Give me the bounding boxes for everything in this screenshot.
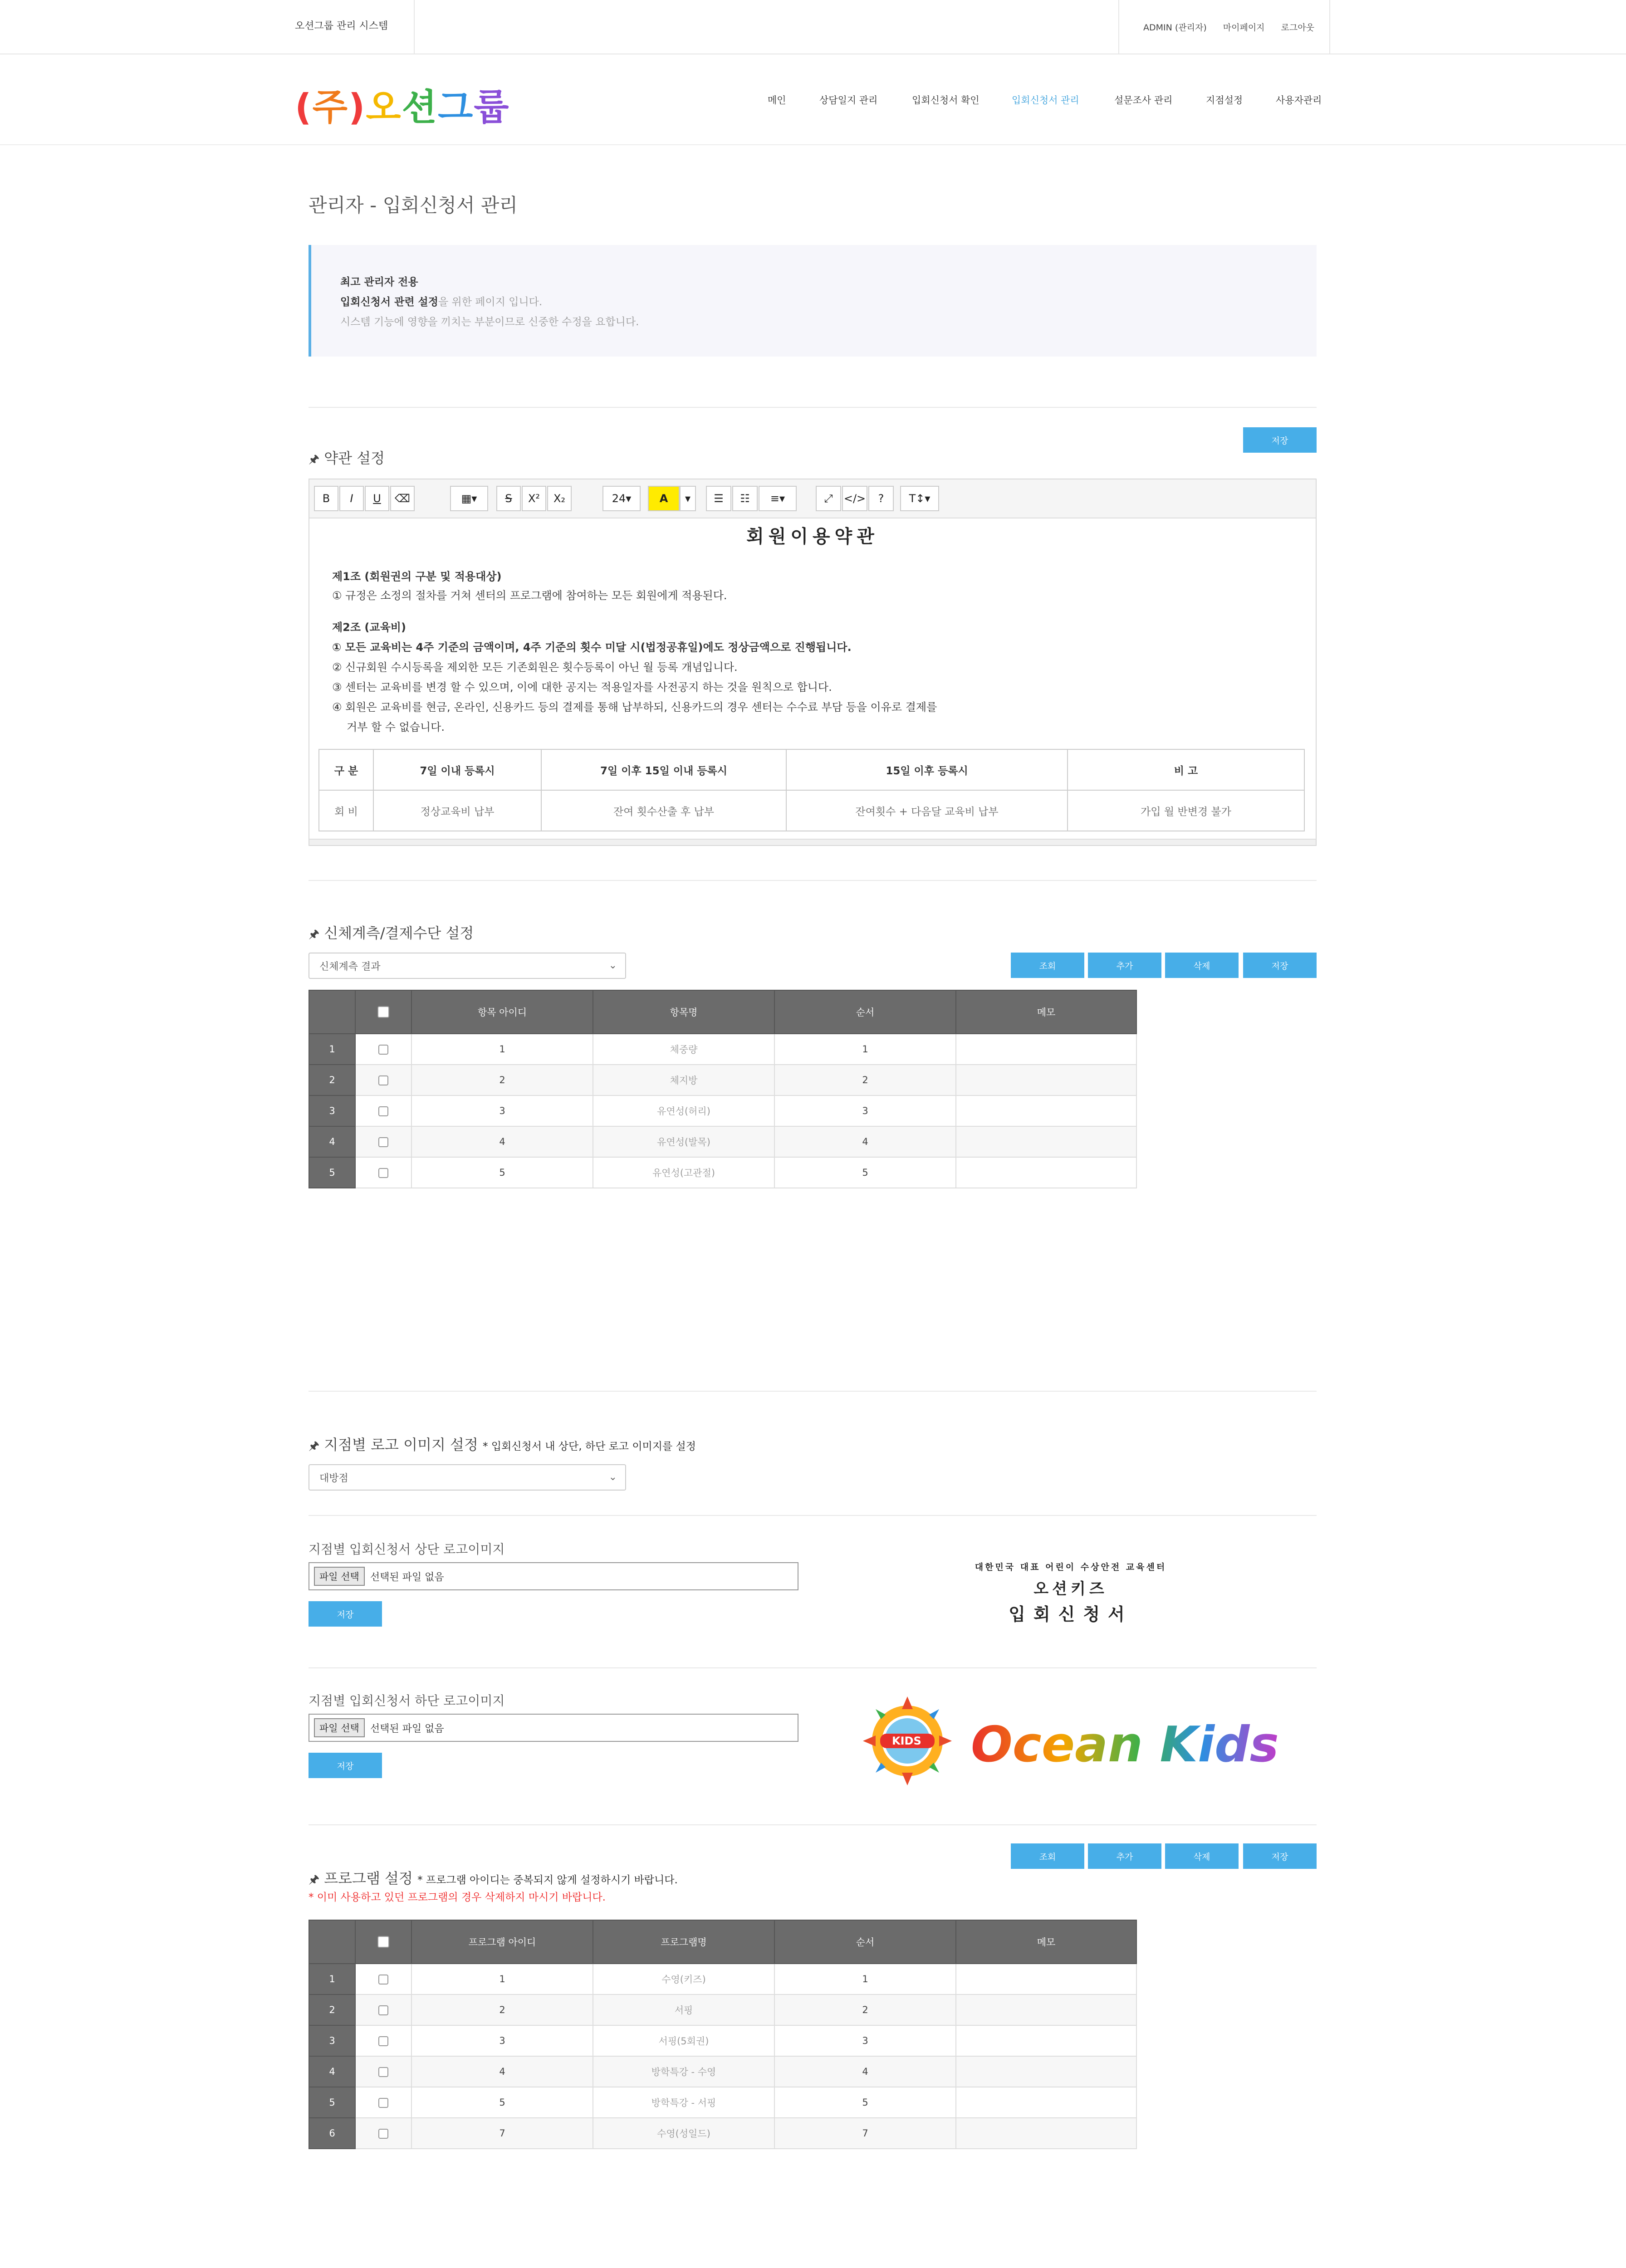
row-checkbox[interactable]: [355, 2056, 411, 2087]
divider: [1329, 0, 1330, 54]
table-cell: 3: [309, 2025, 355, 2056]
notice-box: [309, 245, 1317, 357]
terms-table-cell: 정상교육비 납부: [373, 790, 541, 831]
italic-button[interactable]: I: [339, 486, 364, 511]
table-cell: 2: [309, 1994, 355, 2025]
row-checkbox[interactable]: [355, 2025, 411, 2056]
table-cell: 유연성(허리): [593, 1095, 774, 1126]
terms-table-header: 15일 이후 등록시: [786, 749, 1068, 790]
save-button[interactable]: 저장: [1243, 953, 1317, 978]
add-button[interactable]: 추가: [1088, 953, 1161, 978]
column-header: 프로그램명: [593, 1920, 774, 1964]
row-checkbox[interactable]: [355, 1034, 411, 1065]
table-row: [309, 1964, 1136, 1994]
file-status: 선택된 파일 없음: [370, 1723, 444, 1735]
terms-line: ④ 회원은 교육비를 현금, 온라인, 신용카드 등의 결제를 통해 납부하되, 신용카드의 경우 센터는 수수료 부담 등을 이유로 결제를: [332, 701, 937, 714]
column-header: 항목명: [593, 990, 774, 1034]
terms-table-cell: 회 비: [319, 790, 373, 831]
table-cell: 5: [411, 2087, 593, 2118]
table-row: [309, 2025, 1136, 2056]
measure-select[interactable]: 신체계측 결과 ⌄: [309, 953, 626, 979]
terms-line: 제2조 (교육비): [332, 621, 406, 634]
table-cell: 4: [411, 2056, 593, 2087]
top-logo-preview: 대한민국 대표 어린이 수상안전 교육센터 오션키즈 입회신청서: [975, 1562, 1167, 1624]
terms-table-header: 구 분: [319, 749, 373, 790]
program-save-button[interactable]: 저장: [1243, 1843, 1317, 1869]
column-header: 항목 아이디: [411, 990, 593, 1034]
table-cell: 유연성(발목): [593, 1126, 774, 1157]
table-cell: 5: [774, 2087, 956, 2118]
table-cell: [956, 2087, 1136, 2118]
editor-resize-handle[interactable]: [309, 839, 1316, 845]
table-row: [309, 1034, 1136, 1065]
row-number-header: [309, 1920, 355, 1964]
table-row: [309, 1157, 1136, 1188]
table-cell: 방학특강 - 수영: [593, 2056, 774, 2087]
table-cell: 7: [411, 2118, 593, 2149]
nav-consult-log[interactable]: 상담일지 관리: [819, 95, 878, 106]
divider: [309, 1824, 1317, 1825]
terms-table: [318, 749, 1305, 831]
terms-line: ① 모든 교육비는 4주 기준의 금액이며, 4주 기준의 횟수 미달 시(법정공휴일)에도 정상금액으로 진행됩니다.: [332, 641, 852, 654]
table-cell: [956, 1065, 1136, 1095]
user-label: ADMIN (관리자): [1143, 23, 1207, 33]
program-search-button[interactable]: 조회: [1011, 1843, 1084, 1869]
table-row: [309, 1065, 1136, 1095]
table-cell: 1: [411, 1034, 593, 1065]
table-cell: 1: [309, 1964, 355, 1994]
row-checkbox[interactable]: [355, 1964, 411, 1994]
divider: [414, 0, 415, 54]
bottom-logo-save-button[interactable]: 저장: [309, 1753, 382, 1778]
table-cell: 6: [309, 2118, 355, 2149]
pin-icon: 🖈: [309, 928, 320, 941]
terms-table-header: 비 고: [1068, 749, 1304, 790]
numbered-list-icon[interactable]: ☷: [732, 486, 758, 511]
terms-table-cell: 가입 월 반변경 불가: [1068, 790, 1304, 831]
terms-section-title: 🖈 약관 설정: [309, 450, 385, 467]
pin-icon: 🖈: [309, 1873, 320, 1887]
logo-section-title: 🖈 지점별 로고 이미지 설정 * 입회신청서 내 상단, 하단 로고 이미지를 설정: [309, 1436, 696, 1453]
program-grid: [309, 1920, 1137, 2149]
table-row: [309, 2056, 1136, 2087]
bulleted-list-icon[interactable]: ☰: [706, 486, 731, 511]
row-checkbox[interactable]: [355, 1126, 411, 1157]
nav-branch-settings[interactable]: 지점설정: [1206, 95, 1243, 106]
table-cell: [956, 1034, 1136, 1065]
terms-table-cell: 잔여 횟수산출 후 납부: [541, 790, 786, 831]
top-bar: [0, 0, 1626, 54]
table-cell: 체중량: [593, 1034, 774, 1065]
table-cell: [956, 1095, 1136, 1126]
terms-save-button[interactable]: 저장: [1243, 427, 1317, 453]
payment-section-title: 🖈 신체계측/결제수단 설정: [309, 924, 474, 942]
row-checkbox[interactable]: [355, 2087, 411, 2118]
column-header: 순서: [774, 1920, 956, 1964]
column-header: 순서: [774, 990, 956, 1034]
table-cell: 1: [411, 1964, 593, 1994]
table-cell: 1: [309, 1034, 355, 1065]
top-logo-label: 지점별 입회신청서 상단 로고이미지: [309, 1542, 505, 1557]
table-cell: 2: [774, 1994, 956, 2025]
file-select-button[interactable]: 파일 선택: [314, 1718, 365, 1737]
program-section-title: 🖈 프로그램 설정 * 프로그램 아이디는 중복되지 않게 설정하시기 바랍니다.: [309, 1870, 678, 1887]
column-header: 메모: [956, 1920, 1136, 1964]
measure-grid: [309, 990, 1137, 1188]
terms-table-header: 7일 이후 15일 이내 등록시: [541, 749, 786, 790]
row-number-header: [309, 990, 355, 1034]
chevron-down-icon[interactable]: ▾: [680, 486, 696, 511]
terms-line: ② 신규회원 수시등록을 제외한 모든 기존회원은 횟수등록이 아닌 월 등록 개념입니다.: [332, 661, 738, 674]
table-cell: 4: [411, 1126, 593, 1157]
nav-application-check[interactable]: 입회신청서 확인: [912, 95, 980, 106]
pin-icon: 🖈: [309, 453, 320, 466]
nav-main[interactable]: 메인: [768, 95, 786, 106]
table-row: [309, 1095, 1136, 1126]
badge-text: KIDS: [892, 1735, 921, 1747]
bottom-logo-preview: [848, 1696, 1284, 1786]
table-cell: 3: [774, 2025, 956, 2056]
strikethrough-button[interactable]: S: [496, 486, 521, 511]
fullscreen-icon[interactable]: ⤢: [816, 486, 841, 511]
chevron-down-icon: ⌄: [608, 1471, 617, 1483]
table-cell: [956, 1994, 1136, 2025]
table-cell: [956, 1157, 1136, 1188]
table-cell: 4: [309, 2056, 355, 2087]
logout-link[interactable]: 로그아웃: [1281, 23, 1314, 33]
divider: [309, 880, 1317, 881]
subscript-button[interactable]: X₂: [547, 486, 572, 511]
divider: [309, 1667, 1317, 1668]
bottom-logo-label: 지점별 입회신청서 하단 로고이미지: [309, 1693, 505, 1708]
table-cell: 1: [774, 1964, 956, 1994]
terms-line: ③ 센터는 교육비를 변경 할 수 있으며, 이에 대한 공지는 적용일자를 사전공지 하는 것을 원칙으로 합니다.: [332, 681, 832, 694]
program-add-button[interactable]: 추가: [1088, 1843, 1161, 1869]
table-cell: 수영(성일드): [593, 2118, 774, 2149]
nav-application-manage[interactable]: 입회신청서 관리: [1012, 95, 1079, 106]
terms-line: 거부 할 수 없습니다.: [347, 721, 445, 733]
help-icon[interactable]: ?: [868, 486, 894, 511]
select-all-checkbox[interactable]: [355, 1920, 411, 1964]
editor-toolbar: [309, 479, 1316, 518]
header: [0, 54, 1626, 145]
table-cell: 유연성(고관절): [593, 1157, 774, 1188]
row-checkbox[interactable]: [355, 1065, 411, 1095]
notice-line: 입회신청서 관련 설정을 위한 페이지 입니다.: [340, 296, 543, 308]
align-icon[interactable]: ≡▾: [759, 486, 797, 511]
column-header: 프로그램 아이디: [411, 1920, 593, 1964]
row-checkbox[interactable]: [355, 1095, 411, 1126]
program-warning: * 이미 사용하고 있던 프로그램의 경우 삭제하지 마시기 바랍니다.: [309, 1892, 606, 1903]
notice-line: 시스템 기능에 영향을 끼치는 부분이므로 신중한 수정을 요합니다.: [340, 316, 639, 328]
table-cell: 4: [774, 1126, 956, 1157]
table-row: [309, 1126, 1136, 1157]
system-name: 오션그룹 관리 시스템: [295, 20, 388, 32]
table-cell: 수영(키즈): [593, 1964, 774, 1994]
table-cell: 방학특강 - 서핑: [593, 2087, 774, 2118]
file-status: 선택된 파일 없음: [370, 1571, 444, 1583]
underline-button[interactable]: U: [365, 486, 389, 511]
logo[interactable]: (주)오션그룹: [295, 86, 510, 128]
table-cell: 5: [774, 1157, 956, 1188]
file-select-button[interactable]: 파일 선택: [314, 1567, 365, 1586]
table-icon[interactable]: ▦▾: [450, 486, 488, 511]
nav-survey-manage[interactable]: 설문조사 관리: [1114, 95, 1173, 106]
chevron-down-icon: ⌄: [608, 960, 617, 971]
row-checkbox[interactable]: [355, 1157, 411, 1188]
table-cell: 5: [309, 2087, 355, 2118]
program-delete-button[interactable]: 삭제: [1165, 1843, 1239, 1869]
table-cell: 2: [411, 1065, 593, 1095]
table-cell: [956, 2025, 1136, 2056]
table-row: [309, 2118, 1136, 2149]
table-cell: 서핑(5회권): [593, 2025, 774, 2056]
delete-button[interactable]: 삭제: [1165, 953, 1239, 978]
search-button[interactable]: 조회: [1011, 953, 1084, 978]
row-checkbox[interactable]: [355, 2118, 411, 2149]
table-cell: [956, 2056, 1136, 2087]
terms-line: ① 규정은 소정의 절차를 거쳐 센터의 프로그램에 참여하는 모든 회원에게 적용된다.: [332, 589, 727, 602]
divider: [309, 1515, 1317, 1516]
bold-button[interactable]: B: [314, 486, 338, 511]
rich-text-editor[interactable]: [309, 479, 1317, 846]
table-cell: [956, 2118, 1136, 2149]
table-cell: 5: [411, 1157, 593, 1188]
table-cell: [956, 1964, 1136, 1994]
table-cell: 체지방: [593, 1065, 774, 1095]
code-view-icon[interactable]: </>: [842, 486, 867, 511]
terms-table-header: 7일 이내 등록시: [373, 749, 541, 790]
branch-select[interactable]: 대방점 ⌄: [309, 1464, 626, 1491]
table-cell: 5: [309, 1157, 355, 1188]
table-row: [309, 2087, 1136, 2118]
table-cell: 3: [411, 1095, 593, 1126]
select-all-checkbox[interactable]: [355, 990, 411, 1034]
table-cell: 2: [411, 1994, 593, 2025]
row-checkbox[interactable]: [355, 1994, 411, 2025]
table-cell: 4: [309, 1126, 355, 1157]
brand-text: Ocean Kids: [971, 1716, 1279, 1773]
table-cell: 3: [309, 1095, 355, 1126]
nav-user-manage[interactable]: 사용자관리: [1276, 95, 1322, 106]
font-size-select[interactable]: 24▾: [602, 486, 641, 511]
table-cell: 7: [774, 2118, 956, 2149]
divider: [309, 407, 1317, 408]
eraser-icon[interactable]: ⌫: [390, 486, 415, 511]
line-height-icon[interactable]: T↕▾: [900, 486, 939, 511]
table-cell: 서핑: [593, 1994, 774, 2025]
top-logo-save-button[interactable]: 저장: [309, 1601, 382, 1627]
table-cell: 1: [774, 1034, 956, 1065]
table-cell: 2: [774, 1065, 956, 1095]
page-title: 관리자 - 입회신청서 관리: [309, 194, 518, 216]
bottom-logo-file-input[interactable]: [309, 1714, 798, 1742]
editor-content[interactable]: [309, 518, 1316, 836]
divider: [1118, 0, 1119, 54]
mypage-link[interactable]: 마이페이지: [1223, 23, 1265, 33]
table-cell: 2: [309, 1065, 355, 1095]
table-cell: 4: [774, 2056, 956, 2087]
table-cell: 3: [774, 1095, 956, 1126]
table-cell: 3: [411, 2025, 593, 2056]
column-header: 메모: [956, 990, 1136, 1034]
divider: [309, 1391, 1317, 1392]
notice-line: 최고 관리자 전용: [340, 276, 418, 288]
text-color-button[interactable]: A: [648, 486, 680, 511]
table-row: [309, 1994, 1136, 2025]
document-title: 회원이용약관: [746, 526, 879, 547]
terms-table-cell: 잔여횟수 + 다음달 교육비 납부: [786, 790, 1068, 831]
superscript-button[interactable]: X²: [522, 486, 546, 511]
table-cell: [956, 1126, 1136, 1157]
top-logo-file-input[interactable]: [309, 1562, 798, 1590]
pin-icon: 🖈: [309, 1439, 320, 1453]
terms-line: 제1조 (회원권의 구분 및 적용대상): [332, 570, 502, 583]
